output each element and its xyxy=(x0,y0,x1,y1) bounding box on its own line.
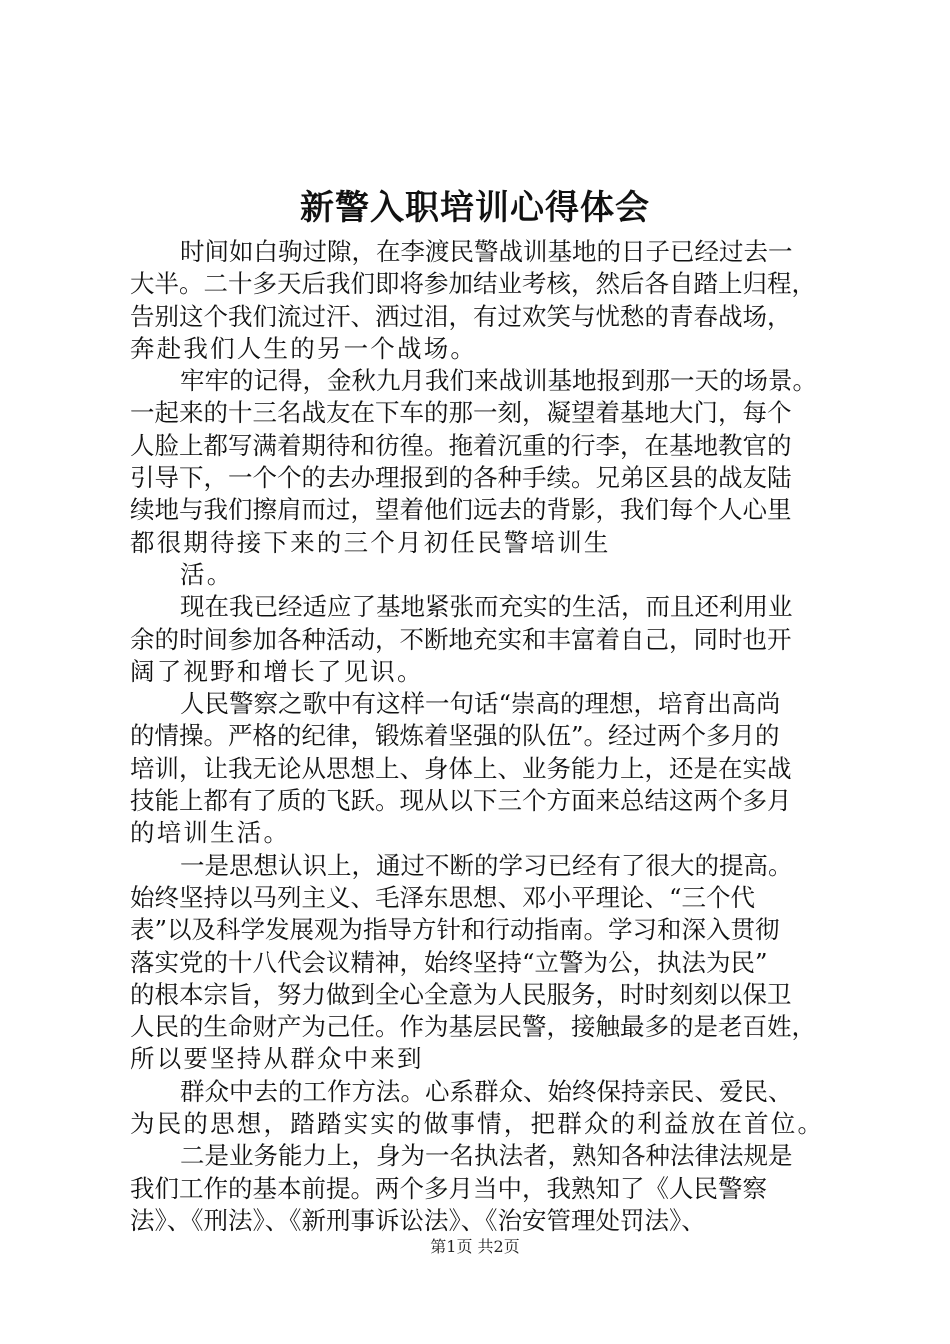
text-line: 的根本宗旨，努力做到全心全意为人民服务，时时刻刻以保卫 xyxy=(130,979,792,1009)
text-line: 人民警察之歌中有这样一句话“崇高的理想，培育出高尚 xyxy=(180,689,781,719)
text-line: 的情操。严格的纪律，锻炼着坚强的队伍”。经过两个多月的 xyxy=(130,721,780,751)
text-line: 时间如白驹过隙，在李渡民警战训基地的日子已经过去一 xyxy=(180,237,793,266)
text-line: 大半。二十多天后我们即将参加结业考核，然后各自踏上归程， xyxy=(130,269,816,299)
text-line: 一是思想认识上，通过不断的学习已经有了很大的提高。 xyxy=(180,850,793,880)
text-line: 阔了视野和增长了见识。 xyxy=(130,656,424,686)
text-line: 引导下，一个个的去办理报到的各种手续。兄弟区县的战友陆 xyxy=(130,463,792,493)
text-line: 为民的思想，踏踏实实的做事情，把群众的利益放在首位。 xyxy=(130,1109,825,1139)
text-line: 余的时间参加各种活动，不断地充实和丰富着自己，同时也开 xyxy=(130,624,792,654)
text-line: 活。 xyxy=(180,559,234,589)
text-line: 现在我已经适应了基地紧张而充实的生活，而且还利用业 xyxy=(180,592,793,622)
page-footer: 第1页 共2页 xyxy=(430,1237,520,1256)
text-line: 培训，让我无论从思想上、身体上、业务能力上，还是在实战 xyxy=(130,753,792,783)
text-line: 人脸上都写满着期待和彷徨。拖着沉重的行李，在基地教官的 xyxy=(130,430,792,460)
text-line: 奔赴我们人生的另一个战场。 xyxy=(130,333,478,363)
text-line: 告别这个我们流过汗、洒过泪，有过欢笑与忧愁的青春战场， xyxy=(130,301,792,331)
text-line: 始终坚持以马列主义、毛泽东思想、邓小平理论、“三个代 xyxy=(130,882,756,912)
text-line: 续地与我们擦肩而过，望着他们远去的背影，我们每个人心里 xyxy=(130,495,792,525)
text-line: 技能上都有了质的飞跃。现从以下三个方面来总结这两个多月 xyxy=(130,786,792,816)
text-line: 表”以及科学发展观为指导方针和行动指南。学习和深入贯彻 xyxy=(130,915,780,945)
document-body xyxy=(130,236,842,1237)
document-title: 新警入职培训心得体会 xyxy=(300,188,650,228)
text-line: 二是业务能力上，身为一名执法者，熟知各种法律法规是 xyxy=(180,1141,793,1171)
text-line: 的培训生活。 xyxy=(130,818,291,848)
text-line: 所以要坚持从群众中来到 xyxy=(130,1044,424,1074)
text-line: 人民的生命财产为己任。作为基层民警，接触最多的是老百姓， xyxy=(130,1012,816,1042)
text-line: 落实党的十八代会议精神，始终坚持“立警为公，执法为民” xyxy=(130,947,768,977)
text-line: 都很期待接下来的三个月初任民警培训生 xyxy=(130,527,611,557)
text-line: 我们工作的基本前提。两个多月当中，我熟知了《人民警察 xyxy=(130,1173,767,1203)
text-line: 法》、《刑法》、《新刑事诉讼法》、《治安管理处罚法》、 xyxy=(130,1205,706,1235)
text-line: 群众中去的工作方法。心系群众、始终保持亲民、爱民、 xyxy=(180,1076,793,1106)
text-line: 一起来的十三名战友在下车的那一刻，凝望着基地大门，每个 xyxy=(130,398,792,428)
text-line: 牢牢的记得，金秋九月我们来战训基地报到那一天的场景。 xyxy=(180,366,817,396)
